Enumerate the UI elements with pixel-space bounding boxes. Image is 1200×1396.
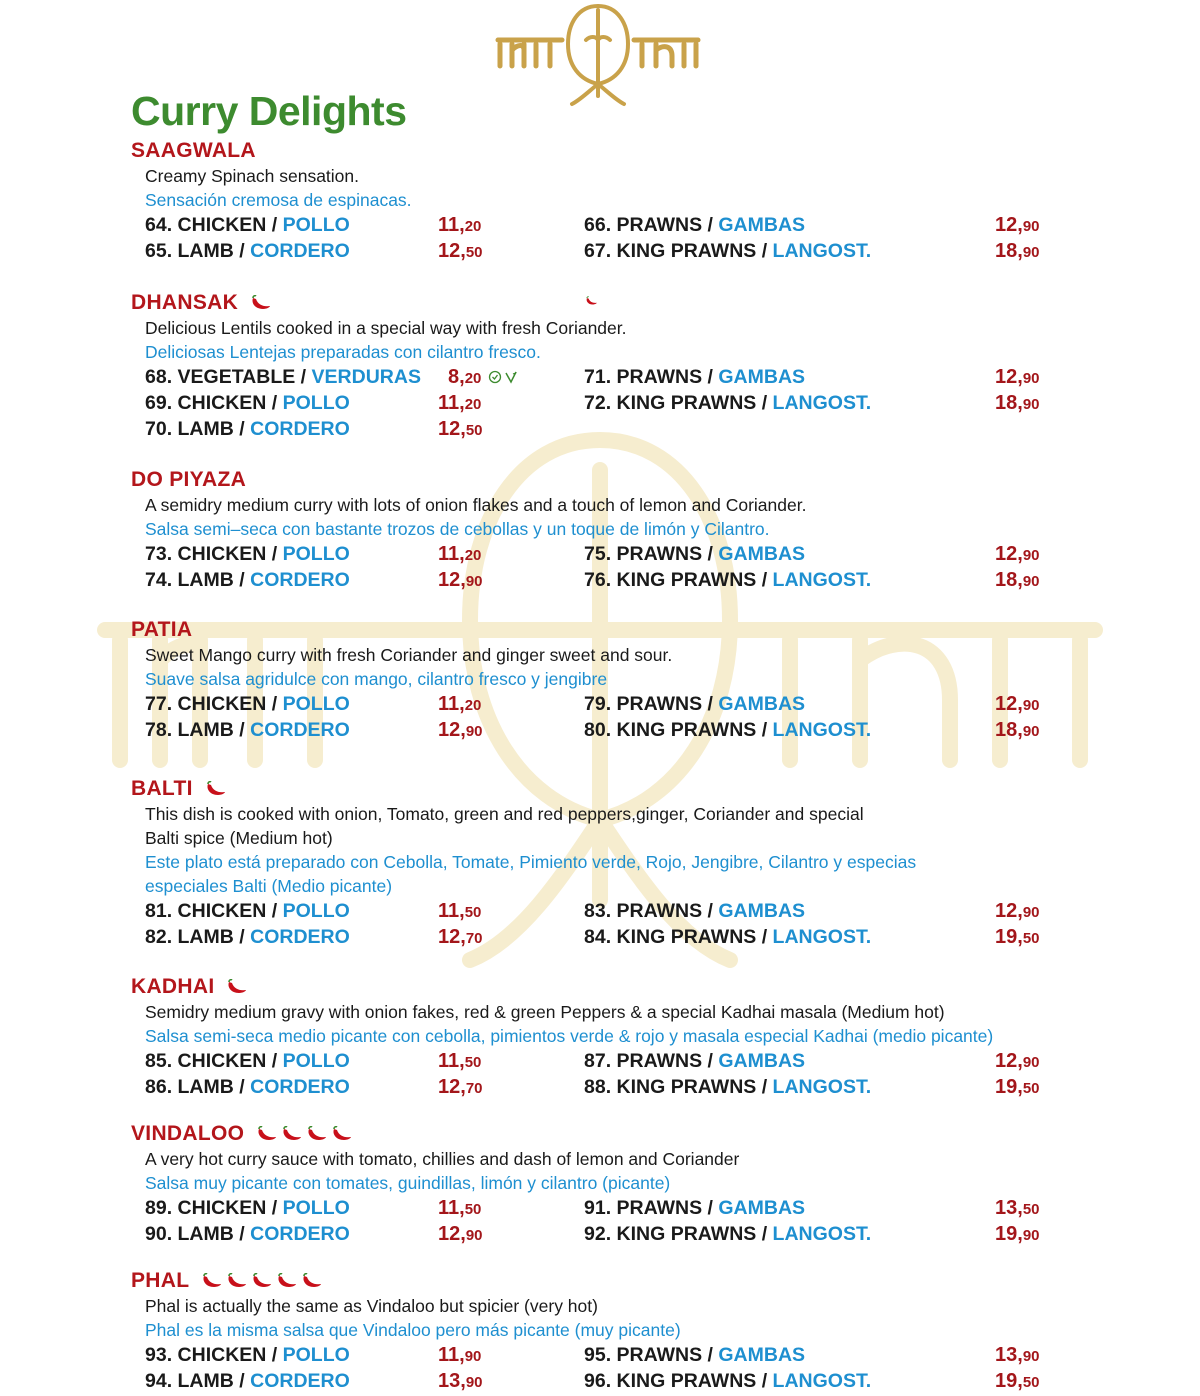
item-price (995, 1048, 1040, 1074)
menu-items (131, 541, 1131, 593)
menu-items (131, 691, 1131, 743)
item-price (995, 567, 1040, 593)
price-cents: 90 (1022, 1227, 1040, 1244)
price-cents: 90 (1022, 904, 1040, 921)
description-spanish: Suave salsa agridulce con mango, cilantro fresco y jengibre (145, 669, 608, 689)
item-price (438, 1342, 481, 1368)
item-label: 75. PRAWNS / (584, 543, 719, 565)
menu-section (131, 617, 1131, 743)
price-euros: 12, (995, 214, 1023, 236)
price-cents: 90 (465, 1374, 483, 1391)
price-euros: 11, (438, 693, 465, 715)
item-price (438, 691, 481, 717)
item-label-spanish: LANGOST. (772, 392, 872, 414)
item-label: 67. KING PRAWNS / (584, 240, 773, 262)
item-label-spanish: LANGOST. (772, 926, 872, 948)
item-label: 86. LAMB / (145, 1076, 251, 1098)
item-label: 92. KING PRAWNS / (584, 1223, 773, 1245)
spice-level (199, 1273, 324, 1289)
menu-item-name (584, 541, 805, 567)
price-cents: 50 (464, 904, 482, 921)
description-english: Phal is actually the same as Vindaloo but spicier (very hot) (145, 1296, 598, 1316)
spice-level (203, 781, 228, 797)
page-title: Curry Delights (131, 88, 407, 134)
menu-section (131, 467, 1131, 593)
item-label-spanish: GAMBAS (718, 1050, 806, 1072)
price-euros: 11, (438, 392, 465, 414)
menu-items (131, 364, 1131, 442)
item-label-spanish: LANGOST. (772, 240, 872, 262)
item-price (438, 567, 483, 593)
vegetarian-leaf-icon (504, 370, 518, 384)
price-euros: 18, (995, 569, 1023, 591)
price-euros: 19, (995, 1370, 1023, 1392)
item-label-spanish: POLLO (282, 900, 350, 922)
item-price (995, 1368, 1040, 1394)
chilli-icon (199, 1273, 223, 1289)
chilli-icon (224, 979, 248, 995)
price-euros: 18, (995, 240, 1023, 262)
item-label: 74. LAMB / (145, 569, 251, 591)
item-price (438, 541, 481, 567)
menu-item-name (145, 924, 350, 950)
menu-item-name (145, 691, 350, 717)
item-price (438, 1221, 483, 1247)
item-label: 90. LAMB / (145, 1223, 251, 1245)
menu-item-name (584, 717, 871, 743)
item-price (995, 1195, 1040, 1221)
price-cents: 50 (1022, 1374, 1040, 1391)
menu-item-name (145, 1221, 350, 1247)
menu-item-name (584, 1221, 871, 1247)
menu-item-name (584, 1195, 805, 1221)
chilli-icon (248, 295, 272, 311)
price-euros: 18, (995, 719, 1023, 741)
menu-item-name (584, 924, 871, 950)
description-spanish: Sensación cremosa de espinacas. (145, 190, 412, 210)
price-cents: 90 (465, 1227, 483, 1244)
item-label-spanish: LANGOST. (772, 569, 872, 591)
price-cents: 20 (464, 218, 482, 235)
item-price (995, 691, 1040, 717)
item-label-spanish: CORDERO (250, 926, 350, 948)
item-label: 76. KING PRAWNS / (584, 569, 773, 591)
price-cents: 90 (1022, 697, 1040, 714)
vegetarian-icons (488, 370, 520, 384)
item-label-spanish: LANGOST. (772, 1076, 872, 1098)
menu-section (131, 974, 1131, 1100)
menu-item-name (145, 717, 350, 743)
description-english: This dish is cooked with onion, Tomato, green and red peppers,ginger, Coriander and special (145, 804, 864, 824)
section-header (131, 1268, 1131, 1294)
item-label: 73. CHICKEN / (145, 543, 283, 565)
price-cents: 20 (464, 697, 482, 714)
item-label: 88. KING PRAWNS / (584, 1076, 773, 1098)
item-price (438, 1368, 483, 1394)
description-spanish: Este plato está preparado con Cebolla, Tomate, Pimiento verde, Rojo, Jengibre, Cilantro y especias (145, 852, 917, 872)
item-label-spanish: GAMBAS (718, 366, 806, 388)
price-euros: 18, (995, 392, 1023, 414)
chilli-icon (203, 781, 227, 797)
price-cents: 90 (1022, 723, 1040, 740)
section-name: BALTI (131, 777, 193, 800)
section-name: DO PIYAZA (131, 468, 247, 491)
price-euros: 13, (995, 1197, 1023, 1219)
description-english: Delicious Lentils cooked in a special way with fresh Coriander. (145, 318, 627, 338)
menu-item-name (584, 364, 805, 390)
item-label-spanish: POLLO (282, 543, 350, 565)
description-spanish: Salsa semi–seca con bastante trozos de cebollas y un toque de limón y Cilantro. (145, 519, 770, 539)
price-euros: 13, (438, 1370, 466, 1392)
price-cents: 90 (1022, 218, 1040, 235)
section-header (131, 290, 1131, 316)
description-english: Balti spice (Medium hot) (145, 828, 333, 848)
menu-items (131, 1048, 1131, 1100)
price-cents: 90 (1022, 244, 1040, 261)
item-label: 66. PRAWNS / (584, 214, 719, 236)
description-spanish: especiales Balti (Medio picante) (145, 876, 393, 896)
price-euros: 11, (438, 1050, 465, 1072)
section-name: VINDALOO (131, 1122, 245, 1145)
item-label-spanish: GAMBAS (718, 900, 806, 922)
price-cents: 50 (465, 422, 483, 439)
menu-item-name (145, 1195, 350, 1221)
price-cents: 50 (464, 1201, 482, 1218)
price-euros: 19, (995, 1223, 1023, 1245)
price-euros: 19, (995, 1076, 1023, 1098)
menu-item-name (145, 1342, 350, 1368)
spice-level (224, 979, 249, 995)
description-spanish: Salsa semi-seca medio picante con cebolla, pimientos verde & rojo y masala especial Kadhai (medio picante) (145, 1026, 994, 1046)
menu-item-name (145, 541, 350, 567)
price-euros: 12, (438, 719, 466, 741)
item-price (995, 717, 1040, 743)
item-price (438, 924, 483, 950)
item-price (438, 212, 481, 238)
item-label-spanish: CORDERO (250, 1370, 350, 1392)
item-price (438, 898, 481, 924)
price-cents: 70 (465, 930, 483, 947)
item-label: 91. PRAWNS / (584, 1197, 719, 1219)
price-euros: 19, (995, 926, 1023, 948)
menu-item-name (584, 1048, 805, 1074)
price-euros: 12, (438, 1223, 466, 1245)
price-cents: 90 (465, 723, 483, 740)
menu-item-name (145, 364, 421, 390)
item-label-spanish: POLLO (282, 1344, 350, 1366)
price-euros: 12, (995, 366, 1023, 388)
price-euros: 12, (438, 240, 466, 262)
price-euros: 12, (438, 1076, 466, 1098)
item-label-spanish: POLLO (282, 1050, 350, 1072)
menu-item-name (145, 898, 350, 924)
item-price (995, 1221, 1040, 1247)
item-label: 64. CHICKEN / (145, 214, 283, 236)
price-euros: 12, (438, 926, 466, 948)
menu-item-name (584, 691, 805, 717)
item-label-spanish: VERDURAS (311, 366, 421, 388)
description-spanish: Deliciosas Lentejas preparadas con cilantro fresco. (145, 342, 541, 362)
menu-section (131, 290, 1131, 442)
item-label-spanish: POLLO (282, 693, 350, 715)
item-label: 69. CHICKEN / (145, 392, 283, 414)
item-label-spanish: GAMBAS (718, 1197, 806, 1219)
item-price (995, 390, 1040, 416)
item-label: 95. PRAWNS / (584, 1344, 719, 1366)
price-cents: 90 (1022, 547, 1040, 564)
menu-item-name (584, 567, 871, 593)
chilli-icon (254, 1126, 278, 1142)
item-label: 89. CHICKEN / (145, 1197, 283, 1219)
menu-section (131, 776, 1131, 950)
menu-item-name (145, 567, 350, 593)
item-label: 71. PRAWNS / (584, 366, 719, 388)
description-english: A very hot curry sauce with tomato, chillies and dash of lemon and Coriander (145, 1149, 740, 1169)
item-label: 80. KING PRAWNS / (584, 719, 773, 741)
price-cents: 50 (465, 244, 483, 261)
item-price (438, 416, 483, 442)
price-euros: 12, (995, 900, 1023, 922)
item-price (438, 238, 483, 264)
chilli-icon (224, 1273, 248, 1289)
item-price (995, 1342, 1040, 1368)
item-price (438, 1048, 481, 1074)
item-price (438, 1195, 481, 1221)
item-label: 78. LAMB / (145, 719, 251, 741)
description-spanish: Phal es la misma salsa que Vindaloo pero más picante (muy picante) (145, 1320, 681, 1340)
price-cents: 20 (464, 396, 482, 413)
price-cents: 20 (464, 370, 482, 387)
menu-item-name (584, 390, 871, 416)
menu-item-name (145, 1048, 350, 1074)
section-header (131, 1121, 1131, 1147)
description-english: Semidry medium gravy with onion fakes, red & green Peppers & a special Kadhai masala (Medium hot) (145, 1002, 945, 1022)
item-label: 72. KING PRAWNS / (584, 392, 773, 414)
item-label: 96. KING PRAWNS / (584, 1370, 773, 1392)
section-header (131, 138, 1131, 164)
price-cents: 50 (1022, 1201, 1040, 1218)
item-label: 68. VEGETABLE / (145, 366, 312, 388)
section-header (131, 617, 1131, 643)
item-label-spanish: LANGOST. (772, 1370, 872, 1392)
item-label: 93. CHICKEN / (145, 1344, 283, 1366)
spice-level (254, 1126, 354, 1142)
item-label-spanish: POLLO (282, 214, 350, 236)
section-header (131, 974, 1131, 1000)
menu-item-name (584, 898, 805, 924)
section-name: DHANSAK (131, 291, 239, 314)
chilli-icon (249, 1273, 273, 1289)
item-label-spanish: CORDERO (250, 1076, 350, 1098)
item-price (995, 1074, 1040, 1100)
section-name: PATIA (131, 618, 193, 641)
section-header (131, 776, 1131, 802)
item-label: 85. CHICKEN / (145, 1050, 283, 1072)
price-euros: 11, (438, 900, 465, 922)
item-label-spanish: GAMBAS (718, 693, 806, 715)
price-euros: 12, (995, 543, 1023, 565)
item-label: 94. LAMB / (145, 1370, 251, 1392)
item-price (438, 1074, 483, 1100)
menu-item-name (145, 212, 350, 238)
menu-section (131, 1121, 1131, 1247)
item-price (995, 212, 1040, 238)
item-label-spanish: GAMBAS (718, 214, 806, 236)
item-label: 87. PRAWNS / (584, 1050, 719, 1072)
menu-item-name (584, 238, 871, 264)
price-euros: 13, (995, 1344, 1023, 1366)
description-english: Creamy Spinach sensation. (145, 166, 359, 186)
item-price (448, 364, 481, 390)
item-price (995, 364, 1040, 390)
item-label-spanish: CORDERO (250, 719, 350, 741)
menu-item-name (145, 1368, 350, 1394)
menu-item-name (145, 238, 350, 264)
price-cents: 90 (465, 573, 483, 590)
chilli-icon (299, 1273, 323, 1289)
price-cents: 90 (464, 1348, 482, 1365)
price-cents: 70 (465, 1080, 483, 1097)
price-euros: 11, (438, 543, 465, 565)
item-label-spanish: LANGOST. (772, 1223, 872, 1245)
chilli-icon (584, 295, 598, 307)
item-price (995, 898, 1040, 924)
price-cents: 90 (1022, 573, 1040, 590)
item-label: 84. KING PRAWNS / (584, 926, 773, 948)
price-cents: 90 (1022, 396, 1040, 413)
brand-logo (492, 0, 704, 108)
price-cents: 50 (1022, 1080, 1040, 1097)
item-label: 70. LAMB / (145, 418, 251, 440)
price-cents: 90 (1022, 370, 1040, 387)
menu-section (131, 1268, 1131, 1394)
price-euros: 11, (438, 1344, 465, 1366)
price-cents: 90 (1022, 1348, 1040, 1365)
price-euros: 11, (438, 214, 465, 236)
item-label: 81. CHICKEN / (145, 900, 283, 922)
item-label: 79. PRAWNS / (584, 693, 719, 715)
menu-item-name (145, 1074, 350, 1100)
price-euros: 12, (438, 418, 466, 440)
item-price (438, 390, 481, 416)
item-price (995, 924, 1040, 950)
item-label: 82. LAMB / (145, 926, 251, 948)
section-header (131, 467, 1131, 493)
price-cents: 50 (1022, 930, 1040, 947)
item-label: 83. PRAWNS / (584, 900, 719, 922)
item-label-spanish: CORDERO (250, 569, 350, 591)
price-euros: 8, (448, 366, 465, 388)
menu-items (131, 1195, 1131, 1247)
price-cents: 20 (464, 547, 482, 564)
menu-section (131, 138, 1131, 264)
item-label: 77. CHICKEN / (145, 693, 283, 715)
item-label: 65. LAMB / (145, 240, 251, 262)
menu-item-name (584, 1368, 871, 1394)
item-label-spanish: LANGOST. (772, 719, 872, 741)
item-label-spanish: POLLO (282, 1197, 350, 1219)
item-price (995, 541, 1040, 567)
chilli-icon (304, 1126, 328, 1142)
menu-item-name (584, 212, 805, 238)
section-name: KADHAI (131, 975, 215, 998)
menu-item-name (584, 1342, 805, 1368)
item-price (995, 238, 1040, 264)
price-cents: 90 (1022, 1054, 1040, 1071)
chilli-icon (329, 1126, 353, 1142)
menu-items (131, 1342, 1131, 1394)
item-label-spanish: CORDERO (250, 240, 350, 262)
price-euros: 12, (438, 569, 466, 591)
description-spanish: Salsa muy picante con tomates, guindillas, limón y cilantro (picante) (145, 1173, 671, 1193)
price-euros: 12, (995, 1050, 1023, 1072)
description-english: A semidry medium curry with lots of onion flakes and a touch of lemon and Coriander. (145, 495, 807, 515)
price-euros: 11, (438, 1197, 465, 1219)
item-label-spanish: CORDERO (250, 1223, 350, 1245)
vegan-icon (488, 370, 502, 384)
item-label-spanish: POLLO (282, 392, 350, 414)
chilli-icon (274, 1273, 298, 1289)
chilli-icon (279, 1126, 303, 1142)
item-label-spanish: CORDERO (250, 418, 350, 440)
item-label-spanish: GAMBAS (718, 543, 806, 565)
section-name: SAAGWALA (131, 139, 256, 162)
menu-item-name (584, 1074, 871, 1100)
item-label-spanish: GAMBAS (718, 1344, 806, 1366)
menu-items (131, 212, 1131, 264)
price-euros: 12, (995, 693, 1023, 715)
item-price (438, 717, 483, 743)
menu-item-name (145, 390, 350, 416)
section-name: PHAL (131, 1269, 190, 1292)
description-english: Sweet Mango curry with fresh Coriander and ginger sweet and sour. (145, 645, 673, 665)
menu-items (131, 898, 1131, 950)
spice-level (248, 295, 273, 311)
menu-item-name (145, 416, 350, 442)
price-cents: 50 (464, 1054, 482, 1071)
